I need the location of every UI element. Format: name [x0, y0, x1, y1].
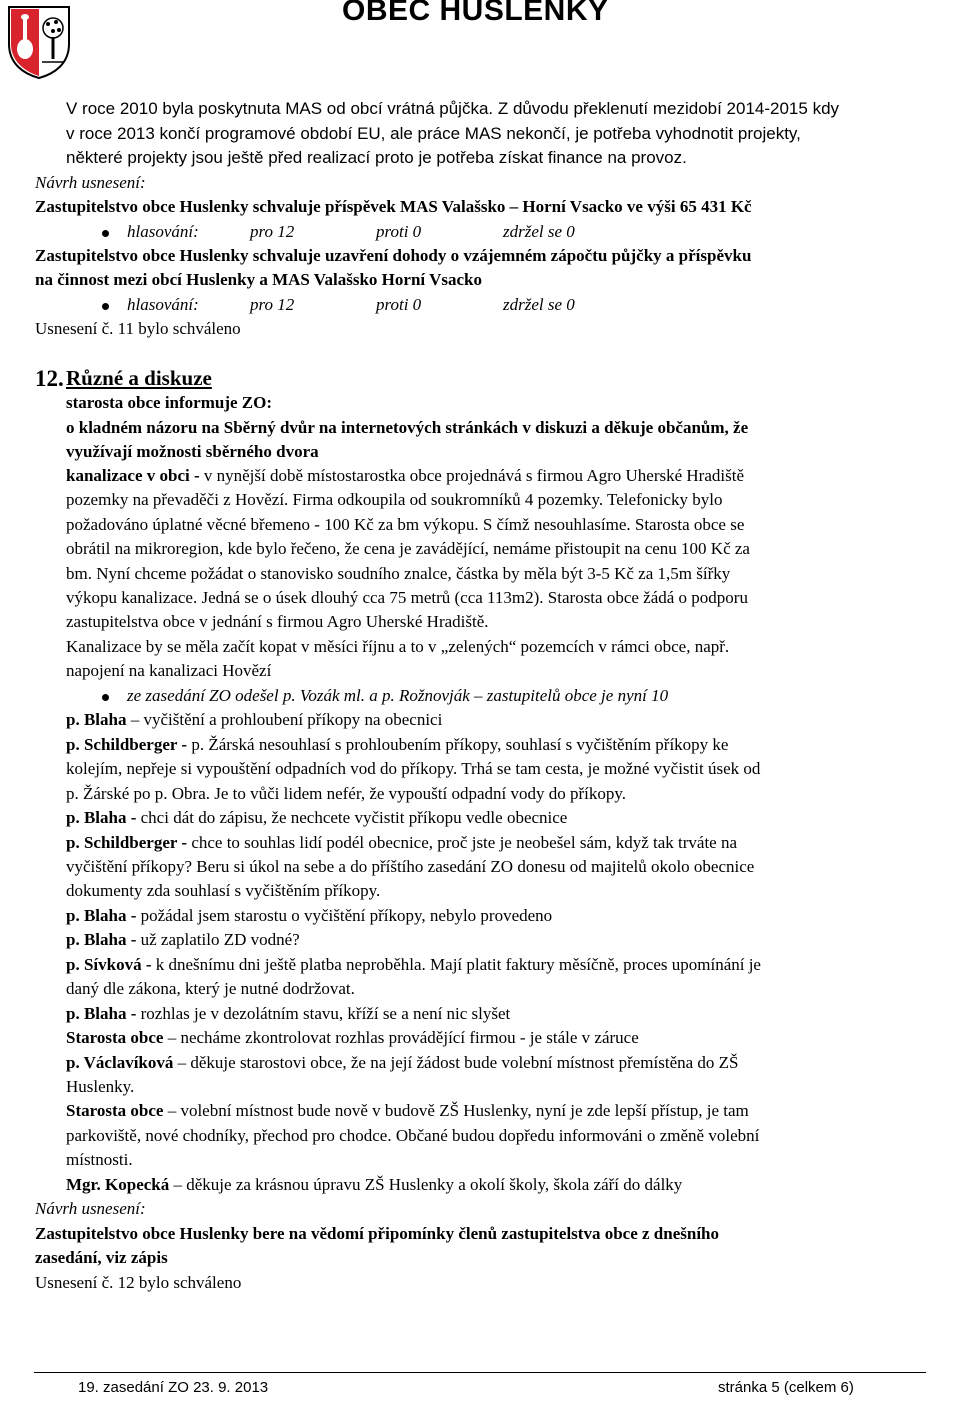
discussion-line: Mgr. Kopecká – děkuje za krásnou úpravu ZŠ Huslenky a okolí školy, škola září do dálky [66, 1175, 683, 1194]
speaker-name: Starosta obce [66, 1101, 164, 1120]
speaker-name: p. Blaha - [66, 906, 137, 925]
intro-line: v roce 2013 končí programové období EU, ale práce MAS nekončí, je potřeba vyhodnotit projekty, [66, 124, 801, 143]
bullet-note: ze zasedání ZO odešel p. Vozák ml. a p. Rožnovják – zastupitelů obce je nyní 10 [127, 686, 669, 705]
resolution-result: Usnesení č. 12 bylo schváleno [35, 1273, 242, 1292]
vote-label: hlasování: [127, 295, 199, 314]
paragraph-line: Kanalizace by se měla začít kopat v měsíci říjnu a to v „zelených“ pozemcích v rámci obce, např. [66, 637, 730, 656]
discussion-line: p. Schildberger - p. Žárská nesouhlasí s prohloubením příkopy, souhlasí s vyčištěním příkopy ke [66, 735, 729, 754]
speaker-name: p. Schildberger - [66, 833, 188, 852]
paragraph-line: pozemky na převaděči z Hovězí. Firma odkoupila od soukromníků 4 pozemky. Telefonicky bylo [66, 490, 723, 509]
speaker-name: p. Blaha - [66, 808, 137, 827]
speaker-name: p. Blaha - [66, 1004, 137, 1023]
discussion-line: p. Sívková - k dnešnímu dni ještě platba neproběhla. Mají platit faktury měsíčně, proces upomínání je [66, 955, 761, 974]
discussion-line: parkoviště, nové chodníky, přechod pro chodce. Občané budou dopředu informováni o změně volební [66, 1126, 760, 1145]
discussion-line: p. Schildberger - chce to souhlas lidí podél obecnice, proč jste je neobešel sám, když tak trváte na [66, 833, 738, 852]
bullet-icon [102, 230, 109, 237]
resolution-text: Zastupitelstvo obce Huslenky bere na vědomí připomínky členů zastupitelstva obce z dnešního [35, 1224, 719, 1243]
speaker-name: Starosta obce [66, 1028, 164, 1047]
vote-label: hlasování: [127, 222, 199, 241]
topic-label: kanalizace v obci - [66, 466, 200, 485]
footer-page-number: stránka 5 (celkem 6) [718, 1379, 854, 1396]
vote-against: proti 0 [376, 295, 422, 314]
vote-abstain: zdržel se 0 [503, 222, 575, 241]
bullet-icon [102, 303, 109, 310]
discussion-line: Starosta obce – necháme zkontrolovat rozhlas provádějící firmou - je stále v záruce [66, 1028, 639, 1047]
discussion-line: p. Blaha - už zaplatilo ZD vodné? [66, 930, 300, 949]
bullet-icon [102, 694, 109, 701]
speaker-name: p. Václavíková [66, 1053, 174, 1072]
resolution-text: Zastupitelstvo obce Huslenky schvaluje uzavření dohody o vzájemném zápočtu půjčky a příspěvku [35, 246, 752, 265]
paragraph-line: zastupitelstva obce v jednání s firmou Agro Uherské Hradiště. [66, 612, 489, 631]
discussion-line: kolejím, nepřeje si vypouštění odpadních vod do příkopy. Trhá se tam cesta, je možné vyčistit úsek od [66, 759, 761, 778]
paragraph-line: kanalizace v obci - v nynější době místostarostka obce projednává s firmou Agro Uherské Hradiště [66, 466, 744, 485]
vote-abstain: zdržel se 0 [503, 295, 575, 314]
resolution-text: Zastupitelstvo obce Huslenky schvaluje příspěvek MAS Valašsko – Horní Vsacko ve výši 65 431 Kč [35, 197, 752, 216]
discussion-line: dokumenty zda souhlasí s vyčištěním příkopy. [66, 881, 381, 900]
intro-line: některé projekty jsou ještě před realizací proto je potřeba získat finance na provoz. [66, 148, 687, 167]
discussion-line: vyčištění příkopy? Beru si úkol na sebe a do příštího zasedání ZO donesu od majitelů okolo obecnice [66, 857, 755, 876]
discussion-line: p. Blaha - požádal jsem starostu o vyčištění příkopy, nebylo provedeno [66, 906, 553, 925]
section-title: Různé a diskuze [66, 366, 212, 390]
proposal-label: Návrh usnesení: [35, 173, 146, 192]
intro-line: V roce 2010 byla poskytnuta MAS od obcí vrátná půjčka. Z důvodu překlenutí mezidobí 2014-2015 kdy [66, 99, 840, 118]
vote-for: pro 12 [250, 222, 295, 241]
resolution-result: Usnesení č. 11 bylo schváleno [35, 319, 241, 338]
paragraph-line: obrátil na mikroregion, kde bylo řečeno, že cena je zavádějící, nemáme přistoupit na cenu 100 Kč za [66, 539, 750, 558]
paragraph-line: výkopu kanalizace. Jedná se o úsek dlouhý cca 75 metrů (cca 113m2). Starosta obce žádá o podporu [66, 588, 748, 607]
resolution-text: na činnost mezi obcí Huslenky a MAS Valašsko Horní Vsacko [35, 270, 482, 289]
paragraph-line: požadováno úplatné věcné břemeno - 100 Kč za bm výkopu. S čímž nesouhlasíme. Starosta obce se [66, 515, 745, 534]
speaker-name: p. Schildberger - [66, 735, 188, 754]
paragraph-line: o kladném názoru na Sběrný dvůr na internetových stránkách v diskuzi a děkuje občanům, že [66, 418, 749, 437]
discussion-line: p. Blaha - rozhlas je v dezolátním stavu, kříží se a není nic slyšet [66, 1004, 511, 1023]
paragraph-line: napojení na kanalizaci Hovězí [66, 661, 272, 680]
discussion-line: daný dle zákona, který je nutné dodržovat. [66, 979, 355, 998]
discussion-line: Starosta obce – volební místnost bude nově v budově ZŠ Huslenky, nyní je zde lepší přístup, je tam [66, 1101, 749, 1120]
vote-for: pro 12 [250, 295, 295, 314]
resolution-text: zasedání, viz zápis [35, 1248, 168, 1267]
speaker-name: p. Blaha [66, 710, 127, 729]
page-title: OBEC HUSLENKY [342, 0, 609, 27]
discussion-line: p. Blaha – vyčištění a prohloubení příkopy na obecnici [66, 710, 443, 729]
discussion-line: místnosti. [66, 1150, 133, 1169]
footer-session: 19. zasedání ZO 23. 9. 2013 [78, 1379, 269, 1396]
paragraph-line: bm. Nyní chceme požádat o stanovisko soudního znalce, částka by měla být 3-5 Kč za 1,5m šířky [66, 564, 731, 583]
speaker-name: Mgr. Kopecká [66, 1175, 170, 1194]
footer-divider [34, 1372, 926, 1373]
section-number: 12. [35, 366, 64, 391]
discussion-line: p. Blaha - chci dát do zápisu, že nechcete vyčistit příkopu vedle obecnice [66, 808, 568, 827]
municipality-crest-icon [6, 4, 72, 80]
speaker-name: p. Sívková - [66, 955, 152, 974]
discussion-line: p. Žárské po p. Obra. Je to vůči lidem nefér, že vypouští odpadní vody do příkopy. [66, 784, 627, 803]
paragraph-line: využívají možnosti sběrného dvora [66, 442, 319, 461]
speaker-name: p. Blaha - [66, 930, 137, 949]
mayor-informs: starosta obce informuje ZO: [66, 393, 273, 412]
proposal-label: Návrh usnesení: [35, 1199, 146, 1218]
vote-against: proti 0 [376, 222, 422, 241]
discussion-line: Huslenky. [66, 1077, 135, 1096]
discussion-line: p. Václavíková – děkuje starostovi obce, že na její žádost bude volební místnost přemístěna do ZŠ [66, 1053, 739, 1072]
